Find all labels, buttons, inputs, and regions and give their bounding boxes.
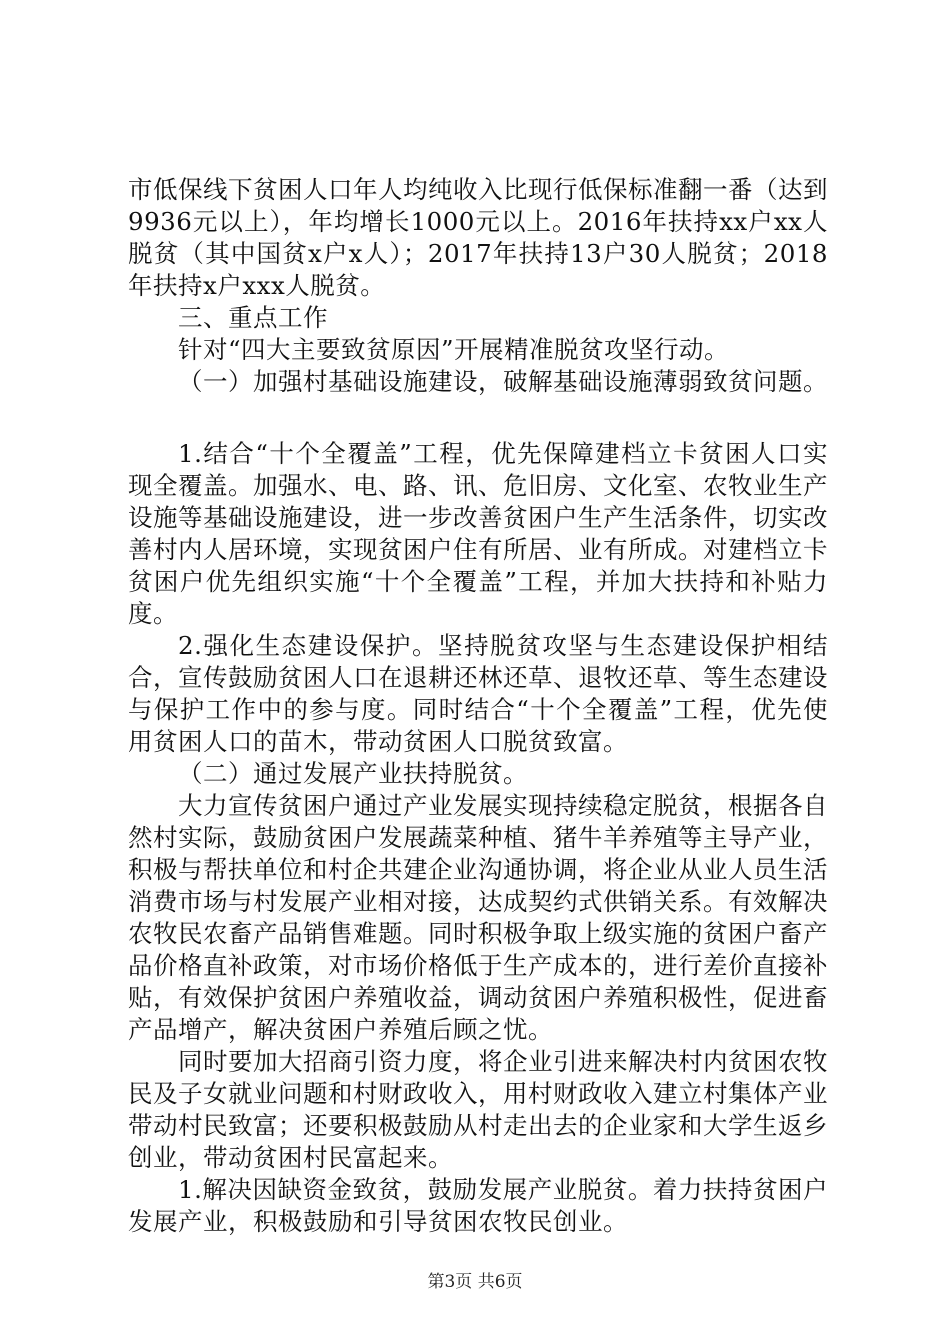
subheading-infrastructure: （一）加强村基础设施建设，破解基础设施薄弱致贫问题。: [178, 367, 828, 396]
document-body: [128, 174, 828, 1238]
paragraph-full-coverage: 1.结合“十个全覆盖”工程，优先保障建档立卡贫困人口实现全覆盖。加强水、电、路、讯、危旧房、文化室、农牧业生产设施等基础设施建设，进一步改善贫困户生产生活条件，切实改善村内人居环境，实现贫困户住有所居、业有所成。对建档立卡贫困户优先组织实施“十个全覆盖”工程，并加大扶持和补贴力度。: [128, 439, 828, 628]
paragraph-poverty-targets: 市低保线下贫困人口年人均纯收入比现行低保标准翻一番（达到9936元以上），年均增长1000元以上。2016年扶持xx户xx人脱贫（其中国贫x户x人）；2017年扶持13户30人脱贫；2018年扶持x户xxx人脱贫。: [128, 175, 828, 300]
paragraph-ecology: 2.强化生态建设保护。坚持脱贫攻坚与生态建设保护相结合，宣传鼓励贫困人口在退耕还林还草、退牧还草、等生态建设与保护工作中的参与度。同时结合“十个全覆盖”工程，优先使用贫困人口的苗木，带动贫困人口脱贫致富。: [128, 631, 828, 756]
paragraph-spacer: [128, 398, 828, 438]
paragraph-action-intro: 针对“四大主要致贫原因”开展精准脱贫攻坚行动。: [178, 335, 730, 364]
section-heading-key-work: 三、重点工作: [178, 303, 328, 332]
page-number-footer: 第3页 共6页: [427, 1272, 523, 1292]
paragraph-funding: 1.解决因缺资金致贫，鼓励发展产业脱贫。着力扶持贫困户发展产业，积极鼓励和引导贫困农牧民创业。: [128, 1175, 828, 1236]
subheading-industry: （二）通过发展产业扶持脱贫。: [178, 759, 528, 788]
paragraph-investment: 同时要加大招商引资力度，将企业引进来解决村内贫困农牧民及子女就业问题和村财政收入，用村财政收入建立村集体产业带动村民致富；还要积极鼓励从村走出去的企业家和大学生返乡创业，带动贫困村民富起来。: [128, 1047, 828, 1172]
paragraph-industry-development: 大力宣传贫困户通过产业发展实现持续稳定脱贫，根据各自然村实际，鼓励贫困户发展蔬菜种植、猪牛羊养殖等主导产业，积极与帮扶单位和村企共建企业沟通协调，将企业从业人员生活消费市场与村发展产业相对接，达成契约式供销关系。有效解决农牧民农畜产品销售难题。同时积极争取上级实施的贫困户畜产品价格直补政策，对市场价格低于生产成本的，进行差价直接补贴，有效保护贫困户养殖收益，调动贫困户养殖积极性，促进畜产品增产，解决贫困户养殖后顾之忧。: [128, 791, 828, 1044]
